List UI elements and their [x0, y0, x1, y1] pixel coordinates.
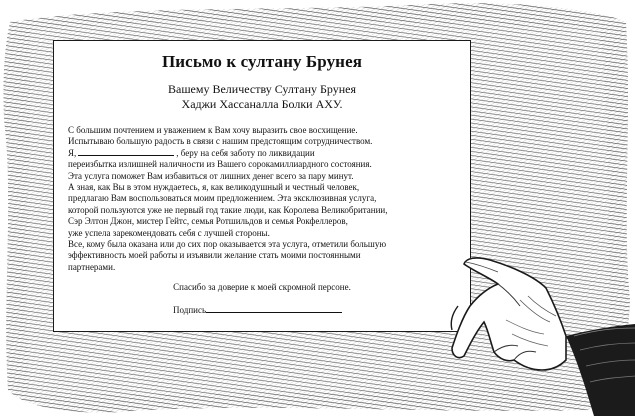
body-line: А зная, как Вы в этом нуждаетесь, я, как великодушный и честный человек, [68, 182, 360, 193]
addressee-line-2: Хаджи Хассаналла Болки АХУ. [181, 97, 343, 111]
body-line: партнерами. [68, 261, 116, 272]
body-line: Эта услуга поможет Вам избавиться от лишних денег всего за пару минут. [68, 170, 354, 181]
body-line: Сэр Элтон Джон, мистер Гейтс, семья Ротшильдов и семья Рокфеллеров, [68, 216, 348, 227]
thanks-line: Спасибо за доверие к моей скромной персоне. [173, 282, 351, 292]
body-line: предлагаю Вам воспользоваться моим предложением. Эта эксклюзивная услуга, [68, 193, 377, 204]
body-line: эффективность моей работы и изъявили желание стать моими постоянными [68, 250, 361, 261]
body-line: Все, кому была оказана или до сих пор оказывается эта услуга, отметили большую [68, 239, 387, 250]
body-line: Испытываю большую радость в связи с нашим предстоящим сотрудничеством. [68, 136, 373, 147]
body-line: уже успела зарекомендовать себя с лучшей стороны. [68, 227, 270, 238]
body-line: С большим почтением и уважением к Вам хочу выразить свое восхищение. [68, 125, 358, 135]
body-line: переизбытка излишней наличности из Вашего сорокамиллиардного состояния. [68, 159, 372, 170]
signature-label: Подпись [173, 305, 207, 315]
body-line-prefix: Я, [68, 147, 77, 158]
addressee-line-1: Вашему Величеству Султану Брунея [167, 82, 357, 96]
body-line: которой пользуются уже не первый год такие люди, как Королева Великобритании, [68, 204, 388, 215]
letter-title: Письмо к султану Брунея [161, 52, 363, 71]
body-line-suffix: , беру на себя заботу по ликвидации [176, 147, 315, 158]
